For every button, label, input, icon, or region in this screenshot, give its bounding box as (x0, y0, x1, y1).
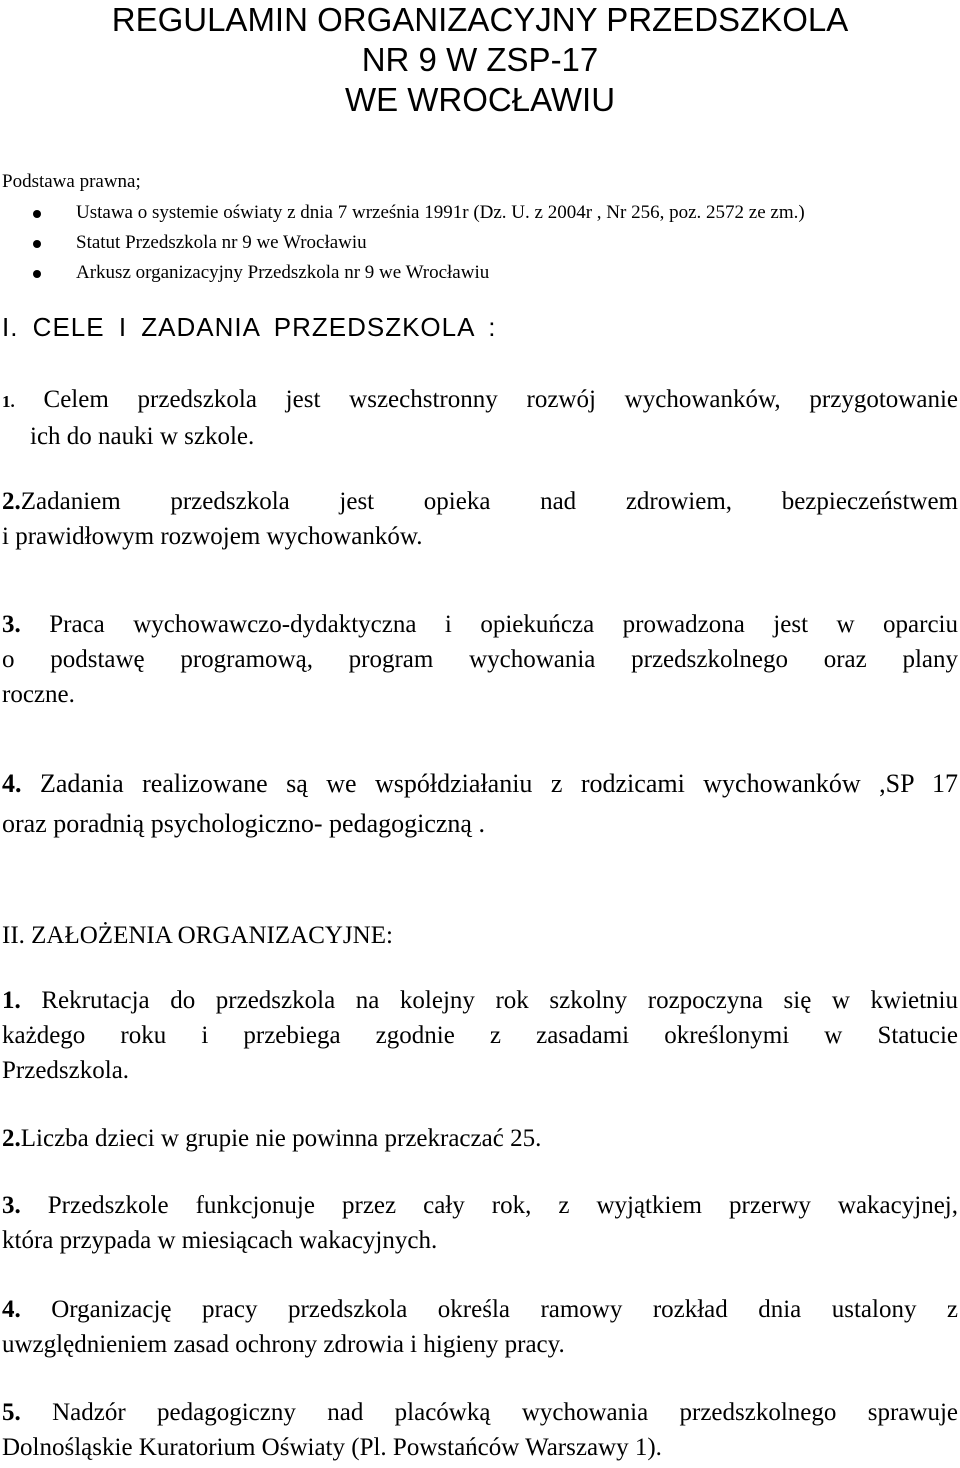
point-text: która przypada w miesiącach wakacyjnych. (2, 1227, 438, 1254)
title-line-2: NR 9 W ZSP-17 (361, 41, 599, 78)
section-1-heading: I. CELE I ZADANIA PRZEDSZKOLA : (2, 312, 497, 342)
point-text: roczne. (2, 681, 75, 708)
point-text: ich do nauki w szkole. (30, 423, 255, 450)
section-2-point-5 (2, 1395, 958, 1465)
bullet-icon (33, 270, 41, 278)
section-2-point-3 (2, 1188, 958, 1258)
list-item (0, 258, 805, 288)
point-text: Liczba dzieci w grupie nie powinna przekraczać 25. (20, 1125, 542, 1152)
section-2-point-2 (2, 1121, 958, 1156)
bullet-icon (33, 210, 41, 218)
list-item-text: Ustawa o systemie oświaty z dnia 7 września 1991r (Dz. U. z 2004r , Nr 256, poz. 2572 ze zm.) (76, 202, 805, 223)
point-text: Dolnośląskie Kuratorium Oświaty (Pl. Powstańców Warszawy 1). (2, 1434, 662, 1461)
point-text: Zadania realizowane są we współdziałaniu z rodzicami wychowanków ,SP 17 (39, 769, 959, 798)
legal-basis-label: Podstawa prawna; (2, 171, 141, 192)
point-text: i prawidłowym rozwojem wychowanków. (2, 523, 423, 550)
point-text: uwzględnieniem zasad ochrony zdrowia i higieny pracy. (2, 1331, 565, 1358)
point-text: Przedszkole funkcjonuje przez cały rok, z wyjątkiem przerwy wakacyjnej, (47, 1192, 958, 1219)
section-1-point-1 (2, 382, 958, 454)
list-item-text: Arkusz organizacyjny Przedszkola nr 9 we Wrocławiu (76, 262, 490, 283)
title-line-3: WE WROCŁAWIU (344, 81, 616, 118)
legal-basis-list (0, 198, 805, 288)
section-1-point-3 (2, 607, 958, 712)
point-number: 1. (2, 987, 21, 1014)
point-number: 4. (2, 769, 22, 798)
list-item-text: Statut Przedszkola nr 9 we Wrocławiu (76, 232, 367, 253)
point-text: oraz poradnią psychologiczno- pedagogiczną . (2, 809, 485, 838)
section-2-heading: II. ZAŁOŻENIA ORGANIZACYJNE: (2, 922, 393, 949)
point-text: o podstawę programową, program wychowania przedszkolnego oraz plany (2, 646, 958, 673)
section-1-point-4 (2, 764, 958, 844)
point-number: 2. (2, 488, 21, 515)
point-number: 4. (2, 1296, 21, 1323)
point-text: każdego roku i przebiega zgodnie z zasadami określonymi w Statucie (2, 1022, 958, 1049)
point-number: 5. (2, 1399, 21, 1426)
point-text: Przedszkola. (2, 1057, 130, 1084)
point-text: Praca wychowawczo-dydaktyczna i opiekuńcza prowadzona jest w oparciu (49, 611, 958, 638)
point-text: Organizację pracy przedszkola określa ramowy rozkład dnia ustalony z (51, 1296, 959, 1323)
point-number: 3. (2, 1192, 21, 1219)
document-title (0, 0, 960, 120)
point-text: Nadzór pedagogiczny nad placówką wychowania przedszkolnego sprawuje (52, 1399, 959, 1426)
section-1-point-2 (2, 484, 958, 554)
title-line-1: REGULAMIN ORGANIZACYJNY PRZEDSZKOLA (111, 1, 849, 38)
section-2-point-4 (2, 1292, 958, 1362)
list-item (0, 198, 805, 228)
point-text: Rekrutacja do przedszkola na kolejny rok szkolny rozpoczyna się w kwietniu (41, 987, 959, 1014)
point-number: 3. (2, 611, 21, 638)
point-number: 1. (2, 392, 15, 411)
point-text: Celem przedszkola jest wszechstronny rozwój wychowanków, przygotowanie (43, 386, 958, 413)
list-item (0, 228, 805, 258)
point-number: 2. (2, 1125, 21, 1152)
point-text: Zadaniem przedszkola jest opieka nad zdrowiem, bezpieczeństwem (20, 488, 958, 515)
bullet-icon (33, 240, 41, 248)
section-2-point-1 (2, 983, 958, 1088)
